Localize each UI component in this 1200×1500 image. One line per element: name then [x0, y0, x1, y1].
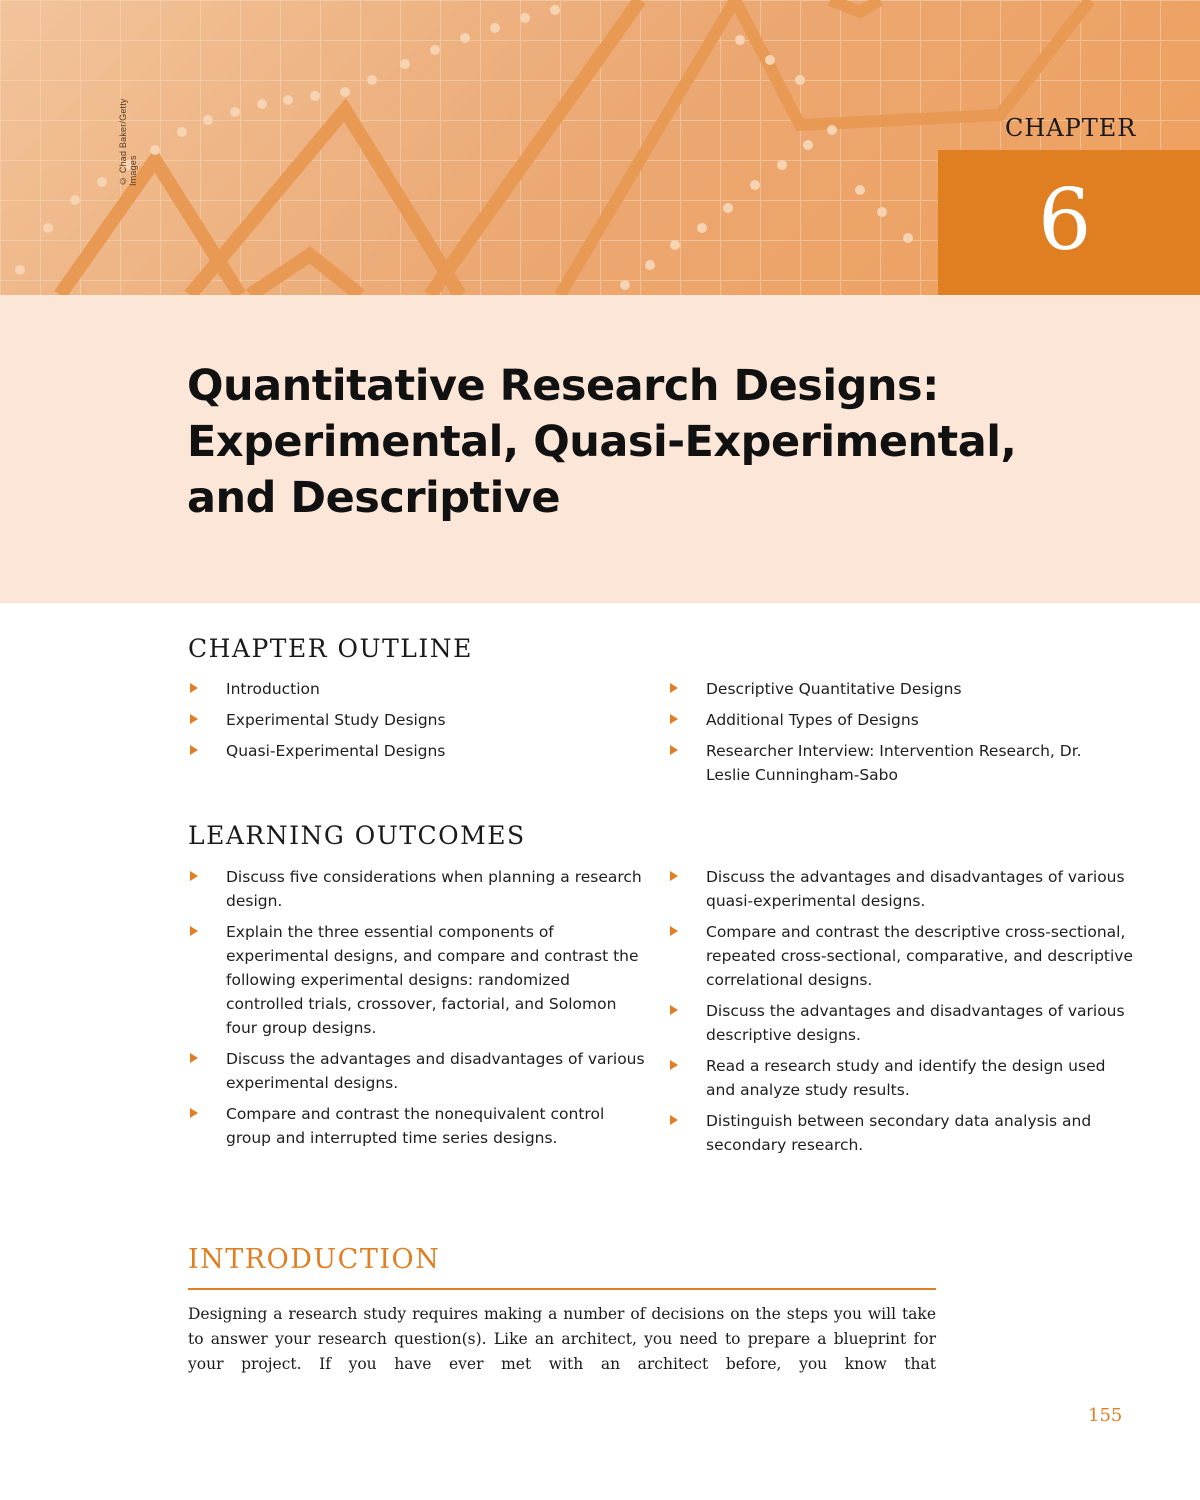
introduction-paragraph: Designing a research study requires making a number of decisions on the steps you will take to answer your research question(s). Like an architect, you need to prepare a blueprint for your project. If you have ever met with an architect before, you know that [188, 1305, 936, 1373]
bullet-arrow-icon [670, 1005, 678, 1015]
outline-item-text: Researcher Interview: Intervention Research, Dr. Leslie Cunningham-Sabo [706, 742, 1082, 784]
bullet-arrow-icon [190, 1108, 198, 1118]
outcome-item [188, 1102, 648, 1150]
outcome-item-text: Discuss five considerations when planning a research design. [226, 868, 642, 910]
outline-item-text: Introduction [226, 680, 320, 698]
outcome-item-text: Discuss the advantages and disadvantages of various descriptive designs. [706, 1002, 1125, 1044]
introduction-divider [188, 1288, 936, 1290]
introduction-heading: INTRODUCTION [188, 1244, 441, 1275]
outcome-item [668, 999, 1138, 1047]
outcome-item [668, 865, 1138, 913]
bullet-arrow-icon [190, 714, 198, 724]
outcome-item-text: Compare and contrast the descriptive cross-sectional, repeated cross-sectional, comparative, and descriptive correlational designs. [706, 923, 1134, 989]
outcome-item [188, 1047, 648, 1095]
outcome-item-text: Discuss the advantages and disadvantages of various experimental designs. [226, 1050, 645, 1092]
outline-item [668, 708, 1128, 732]
outcome-item-text: Compare and contrast the nonequivalent control group and interrupted time series designs. [226, 1105, 605, 1147]
bullet-arrow-icon [670, 683, 678, 693]
outline-item-text: Experimental Study Designs [226, 711, 446, 729]
outline-item [188, 677, 628, 701]
chapter-title-line: Experimental, Quasi-Experimental, [187, 417, 1017, 467]
outcome-item-text: Distinguish between secondary data analysis and secondary research. [706, 1112, 1092, 1154]
page-number: 155 [1088, 1405, 1123, 1426]
chapter-title-line: Quantitative Research Designs: [187, 361, 939, 411]
outcome-item-text: Discuss the advantages and disadvantages of various quasi-experimental designs. [706, 868, 1125, 910]
outcome-item-text: Explain the three essential components of experimental designs, and compare and contrast the following experimental designs: randomized controlled trials, crossover, factorial, and Solomon four group designs. [226, 923, 639, 1037]
chapter-label: CHAPTER [1005, 114, 1137, 142]
outcome-item [188, 865, 648, 913]
outcome-item [668, 1054, 1138, 1102]
bullet-arrow-icon [670, 745, 678, 755]
outline-item [668, 739, 1128, 787]
outline-item [668, 677, 1128, 701]
outcomes-list-right [668, 865, 1138, 1164]
bullet-arrow-icon [670, 926, 678, 936]
bullet-arrow-icon [670, 714, 678, 724]
outline-list-left [188, 677, 628, 770]
outline-item-text: Additional Types of Designs [706, 711, 919, 729]
outcome-item-text: Read a research study and identify the design used and analyze study results. [706, 1057, 1106, 1099]
bullet-arrow-icon [190, 871, 198, 881]
outline-item [188, 739, 628, 763]
outline-item-text: Descriptive Quantitative Designs [706, 680, 962, 698]
outcomes-list-left [188, 865, 648, 1157]
chapter-outline-heading: CHAPTER OUTLINE [188, 634, 473, 663]
bullet-arrow-icon [190, 683, 198, 693]
chapter-title-line: and Descriptive [187, 473, 561, 523]
photo-credit [58, 36, 138, 186]
chapter-number: 6 [1038, 171, 1092, 269]
outline-list-right [668, 677, 1128, 794]
outcome-item [668, 1109, 1138, 1157]
bullet-arrow-icon [670, 871, 678, 881]
bullet-arrow-icon [670, 1115, 678, 1125]
outline-item [188, 708, 628, 732]
learning-outcomes-heading: LEARNING OUTCOMES [188, 821, 526, 850]
bullet-arrow-icon [190, 745, 198, 755]
photo-credit-text: © Chad Baker/Getty Images [118, 98, 138, 186]
outcome-item [188, 920, 648, 1040]
bullet-arrow-icon [190, 926, 198, 936]
chapter-title [187, 358, 1167, 526]
bullet-arrow-icon [670, 1060, 678, 1070]
outcome-item [668, 920, 1138, 992]
outline-item-text: Quasi-Experimental Designs [226, 742, 446, 760]
bullet-arrow-icon [190, 1053, 198, 1063]
